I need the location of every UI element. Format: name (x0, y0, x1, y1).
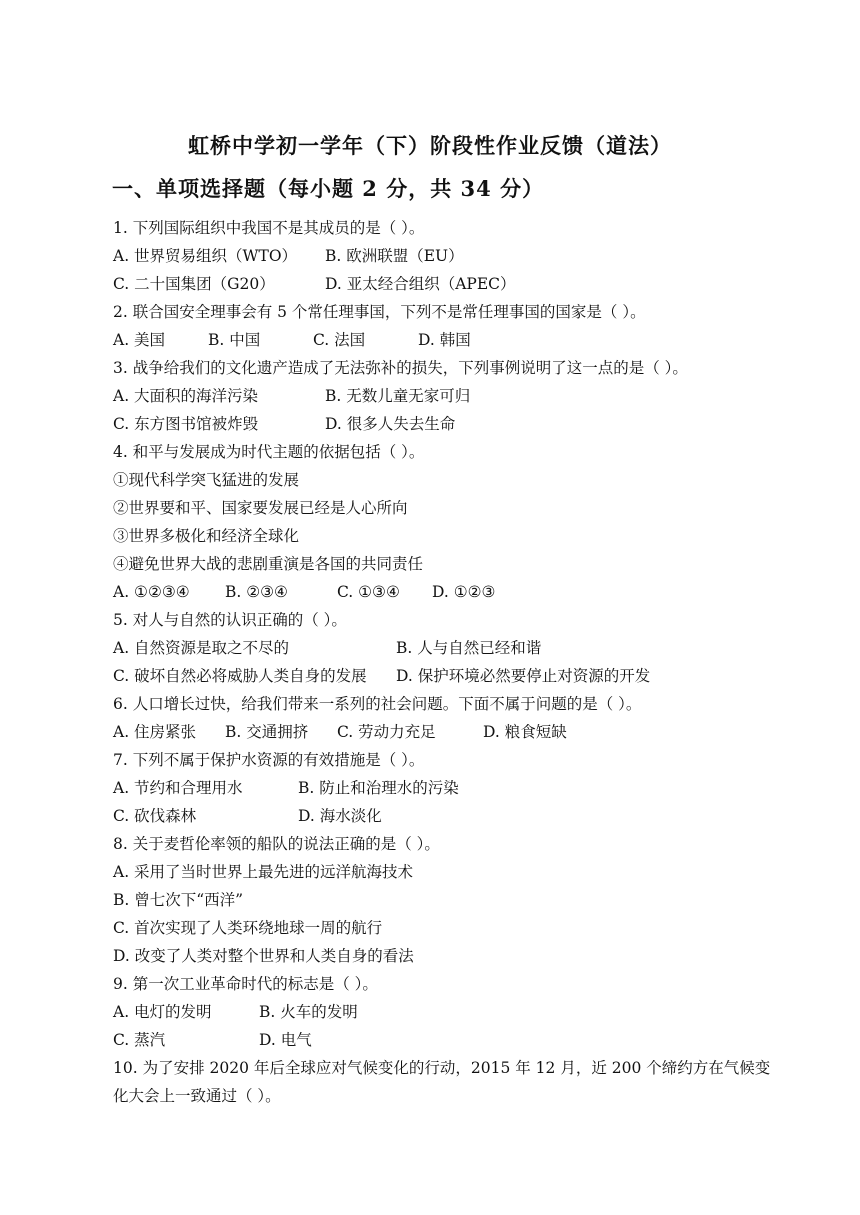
option-a: A. 自然资源是取之不尽的 (113, 639, 290, 657)
question-stem: 2. 联合国安全理事会有 5 个常任理事国，下列不是常任理事国的国家是（ ）。 (113, 303, 646, 321)
option-b: B. 曾七次下“西洋” (113, 891, 244, 909)
question-stem: 1. 下列国际组织中我国不是其成员的是（ ）。 (113, 219, 425, 237)
option-c: C. 二十国集团（G20） (113, 275, 275, 293)
option-b: B. 防止和治理水的污染 (298, 779, 459, 797)
question-stem: 5. 对人与自然的认识正确的（ ）。 (113, 611, 347, 629)
option-d: D. 电气 (259, 1031, 312, 1049)
statement-item: ④避免世界大战的悲剧重演是各国的共同责任 (113, 555, 424, 573)
option-c: C. ①③④ (337, 583, 400, 601)
option-d: D. 韩国 (418, 331, 471, 349)
option-d: D. 改变了人类对整个世界和人类自身的看法 (113, 947, 414, 965)
option-row (113, 718, 773, 746)
option-c: C. 破坏自然必将威胁人类自身的发展 (113, 667, 367, 685)
option-d: D. 海水淡化 (298, 807, 382, 825)
option-row (113, 578, 773, 606)
option-a: A. 节约和合理用水 (113, 779, 243, 797)
option-row (113, 802, 773, 830)
option-d: D. 粮食短缺 (483, 723, 567, 741)
option-b: B. 中国 (208, 331, 261, 349)
question-stem: 7. 下列不属于保护水资源的有效措施是（ ）。 (113, 751, 425, 769)
question-stem: 3. 战争给我们的文化遗产造成了无法弥补的损失，下列事例说明了这一点的是（ ）。 (113, 359, 688, 377)
question-stem: 4. 和平与发展成为时代主题的依据包括（ ）。 (113, 443, 425, 461)
option-row (113, 662, 773, 690)
option-a: A. 电灯的发明 (113, 1003, 212, 1021)
question-stem: 10. 为了安排 2020 年后全球应对气候变化的行动，2015 年 12 月，近 200 个缔约方在气候变化大会上一致通过（ ）。 (113, 1059, 771, 1105)
option-row (113, 270, 773, 298)
option-d: D. 很多人失去生命 (325, 415, 456, 433)
option-d: D. 亚太经合组织（APEC） (325, 275, 516, 293)
option-row (113, 410, 773, 438)
option-d: D. ①②③ (432, 583, 496, 601)
option-b: B. 火车的发明 (259, 1003, 358, 1021)
statement-item: ②世界要和平、国家要发展已经是人心所向 (113, 499, 408, 517)
option-a: A. 世界贸易组织（WTO） (113, 247, 298, 265)
statement-item: ③世界多极化和经济全球化 (113, 527, 300, 545)
option-a: A. 大面积的海洋污染 (113, 387, 259, 405)
question-stem: 6. 人口增长过快，给我们带来一系列的社会问题。下面不属于问题的是（ ）。 (113, 695, 642, 713)
option-row (113, 326, 773, 354)
option-d: D. 保护环境必然要停止对资源的开发 (396, 667, 651, 685)
statement-item: ①现代科学突飞猛进的发展 (113, 471, 300, 489)
option-b: B. 人与自然已经和谐 (396, 639, 542, 657)
option-c: C. 蒸汽 (113, 1031, 166, 1049)
option-a: A. 美国 (113, 331, 166, 349)
question-list (113, 214, 773, 1110)
option-row (113, 634, 773, 662)
option-row (113, 242, 773, 270)
option-c: C. 劳动力充足 (337, 723, 436, 741)
option-a: A. 住房紧张 (113, 723, 197, 741)
option-b: B. 欧洲联盟（EU） (325, 247, 464, 265)
question-stem: 9. 第一次工业革命时代的标志是（ ）。 (113, 975, 378, 993)
question-stem: 8. 关于麦哲伦率领的船队的说法正确的是（ ）。 (113, 835, 440, 853)
page-title: 虹桥中学初一学年（下）阶段性作业反馈（道法） (188, 133, 672, 158)
option-a: A. ①②③④ (113, 583, 190, 601)
option-b: B. 交通拥挤 (225, 723, 309, 741)
option-c: C. 法国 (313, 331, 366, 349)
option-a: A. 采用了当时世界上最先进的远洋航海技术 (113, 863, 414, 881)
option-row (113, 1026, 773, 1054)
option-c: C. 砍伐森林 (113, 807, 197, 825)
option-row (113, 998, 773, 1026)
option-row (113, 774, 773, 802)
option-row (113, 382, 773, 410)
option-c: C. 首次实现了人类环绕地球一周的航行 (113, 919, 383, 937)
option-b: B. ②③④ (225, 583, 288, 601)
section-heading: 一、单项选择题（每小题 2 分，共 34 分） (112, 176, 545, 201)
option-b: B. 无数儿童无家可归 (325, 387, 471, 405)
option-c: C. 东方图书馆被炸毁 (113, 415, 259, 433)
